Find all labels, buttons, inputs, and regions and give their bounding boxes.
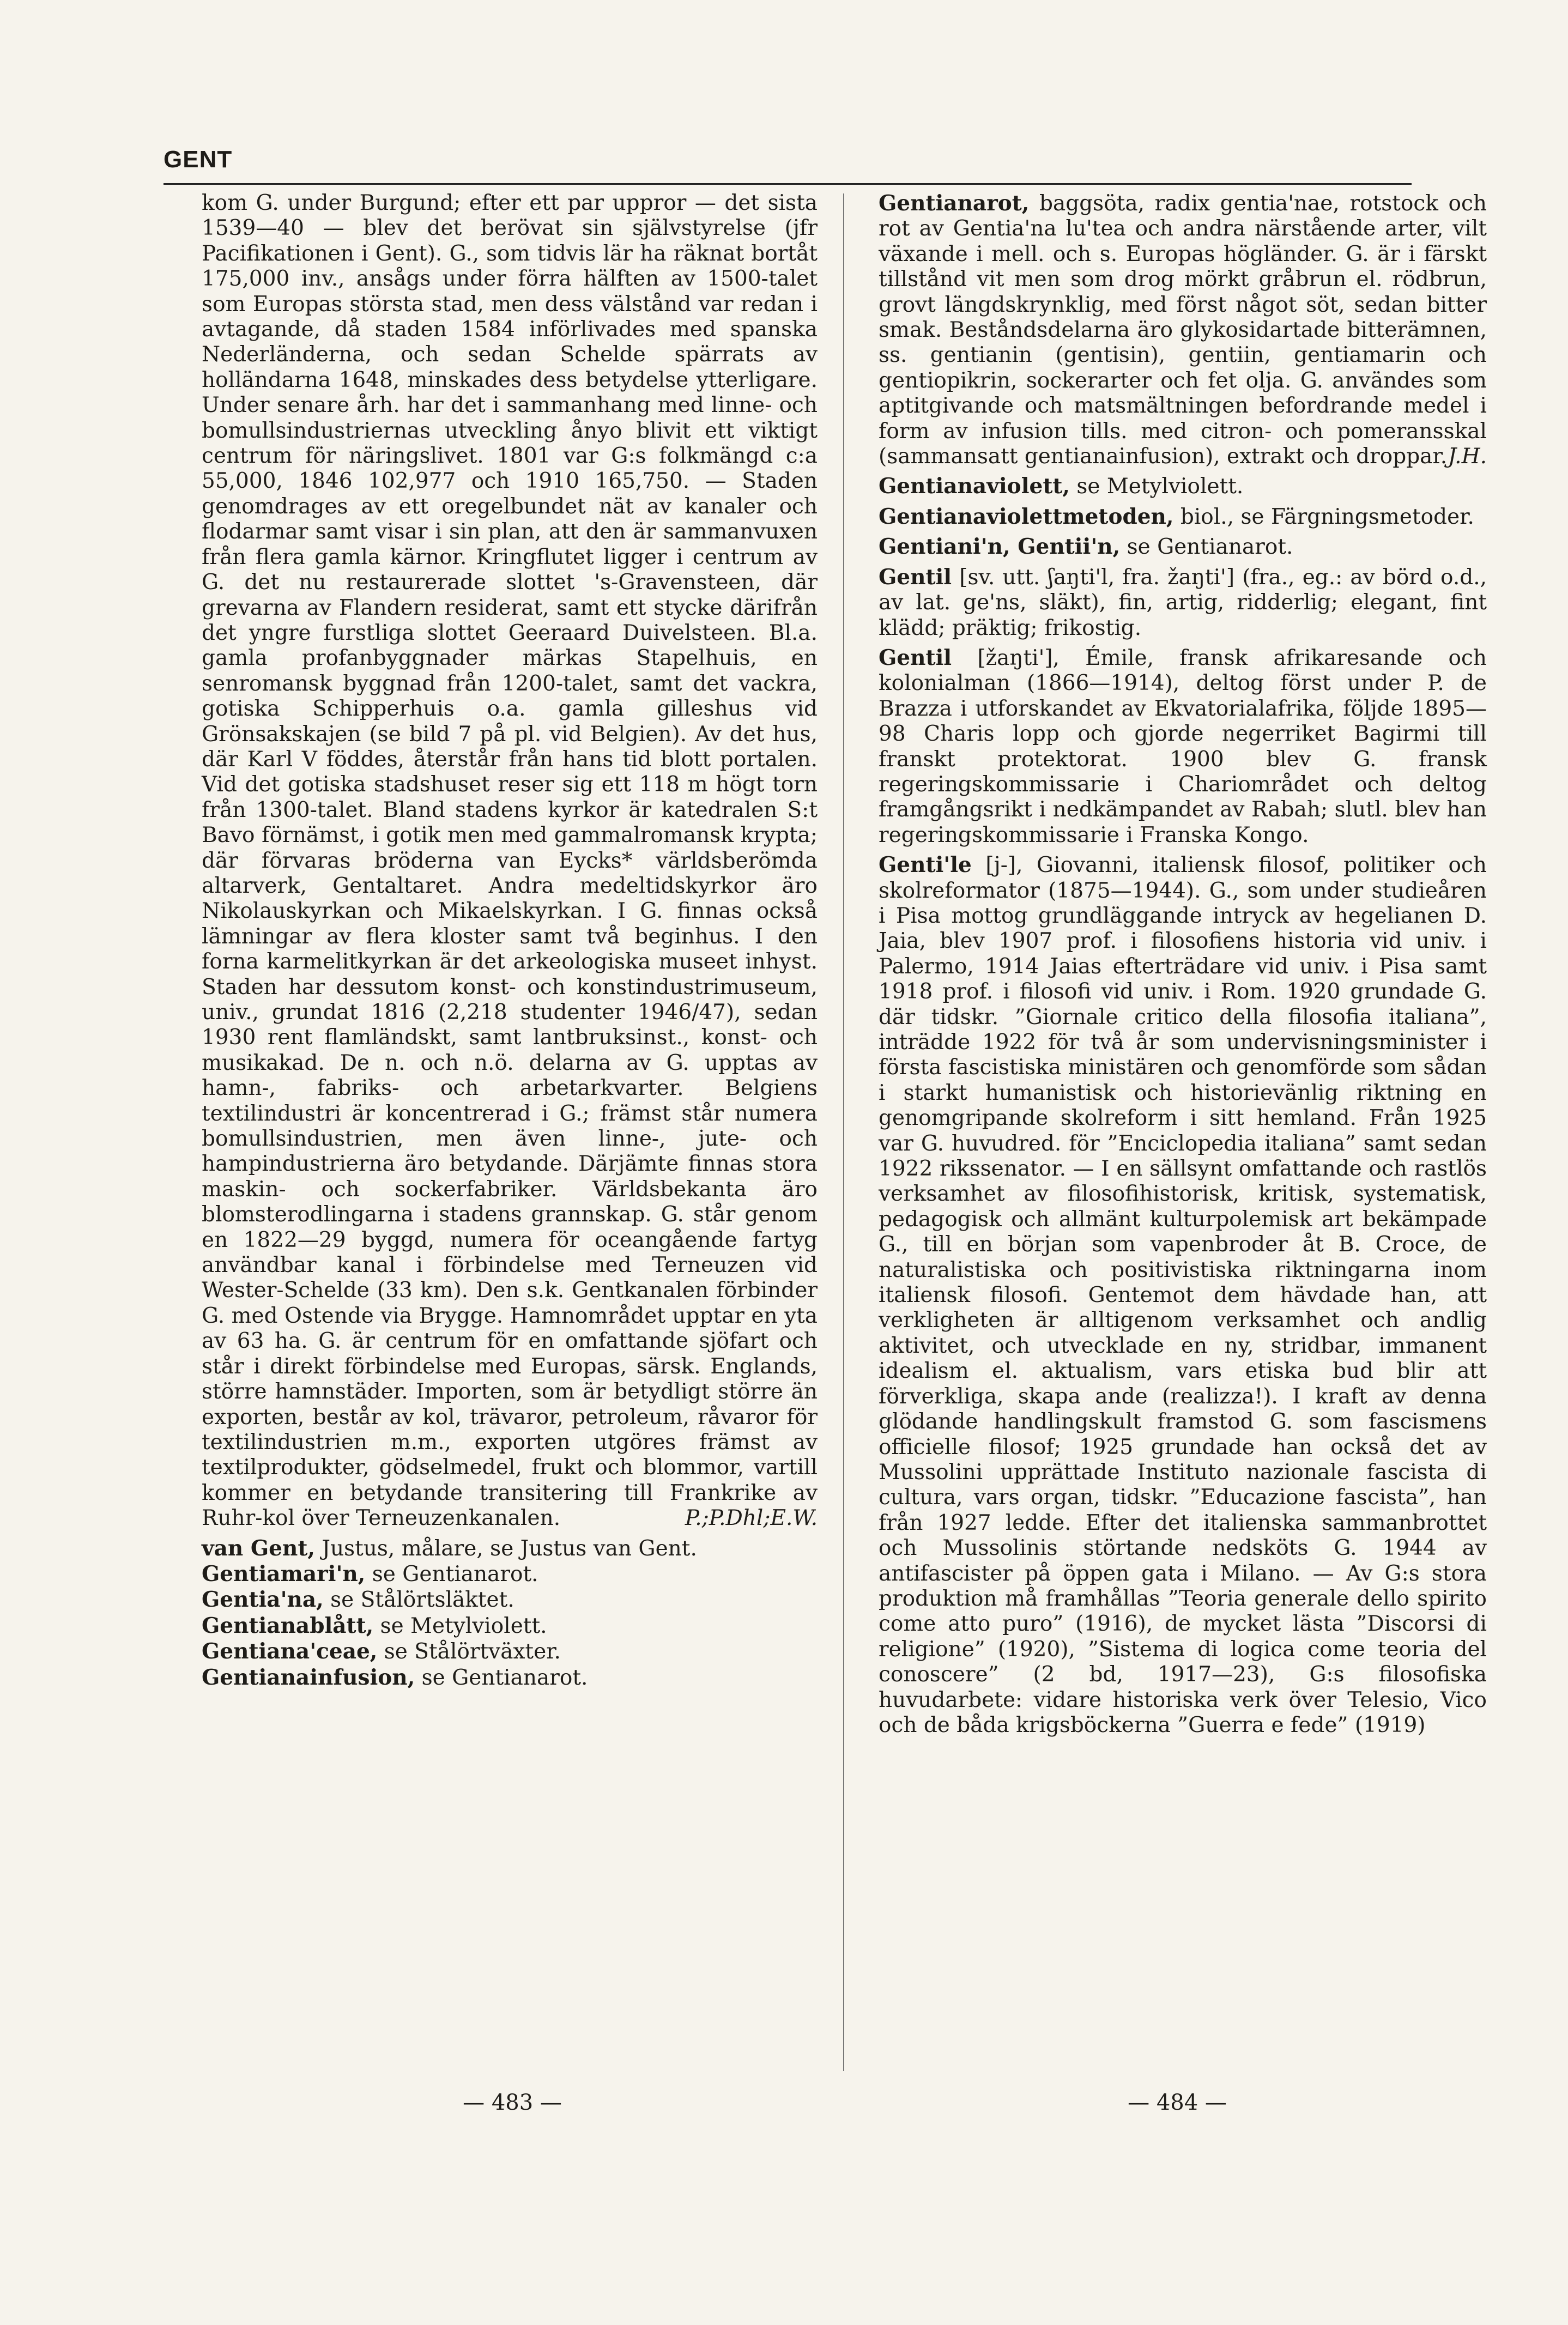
- column-divider: [843, 193, 844, 2071]
- headword: van Gent,: [202, 1535, 315, 1561]
- entry-text: [žaŋti'], Émile, fransk afrikaresande och kolonialman (1866—1914), deltog först under P. de Brazza i utforskandet av Ekvatorialafrika, följde 1895—98 Charis lopp och gjorde negerriket Bagirmi till franskt protektorat. 1900 blev G. fransk regeringskommissarie i Chariområdet och deltog framgångsrikt i nedkämpandet av Rabah; slutl. blev han regeringskommissarie i Franska Kongo.: [879, 645, 1487, 847]
- gent-article: [202, 191, 818, 1531]
- headword: Gentiani'n, Gentii'n,: [879, 534, 1121, 560]
- running-header: GENT: [164, 146, 233, 173]
- entry-gentianaviolettmetoden: [879, 504, 1487, 530]
- entry-gentianarot: [879, 191, 1487, 469]
- entry-text: biol., se Färgningsmetoder.: [1173, 504, 1474, 529]
- article-signature: P.;P.Dhl;E.W.: [685, 1506, 818, 1531]
- entry-text: se Gentianarot.: [415, 1665, 588, 1690]
- entry-gentianaceae: [202, 1639, 818, 1664]
- entry-van-gent: [202, 1536, 818, 1561]
- entry-gentil-adj: [879, 565, 1487, 641]
- entry-gentiana: [202, 1587, 818, 1613]
- left-column: [202, 191, 818, 1691]
- headword: Gentianarot,: [879, 191, 1030, 216]
- header-rule: [164, 183, 1412, 185]
- page-number-left: — 483 —: [463, 2090, 562, 2115]
- entry-text: se Metylviolett.: [373, 1613, 547, 1638]
- headword: Gentil: [879, 564, 952, 590]
- entry-text: se Gentianarot.: [1120, 535, 1293, 560]
- entry-gentianainfusion: [202, 1665, 818, 1691]
- entry-text: se Stålörtväxter.: [377, 1639, 561, 1664]
- headword: Gentianaviolettmetoden,: [879, 504, 1174, 529]
- headword: Gentianaviolett,: [879, 474, 1070, 499]
- entry-gentianin: [879, 534, 1487, 560]
- headword: Gentil: [879, 645, 952, 670]
- entry-signature: J.H.: [1448, 444, 1487, 469]
- entry-text: [j-], Giovanni, italiensk filosof, politiker och skolreformator (1875—1944). G., som under studieåren i Pisa mottog grundläggande intryck av hegelianen D. Jaia, blev 1907 prof. i filosofiens historia vid univ. i Palermo, 1914 Jaias efterträdare vid univ. i Pisa samt 1918 prof. i filosofi vid univ. i Rom. 1920 grundade G. där tidskr. ”Giornale critico della filosofia italiana”, inträdde 1922 för två år som undervisningsminister i första fascistiska ministären och genomförde som sådan i starkt humanistisk och historievänlig riktning en genomgripande skolreform i sitt hemland. Från 1925 var G. huvudred. för ”Enciclopedia italiana” samt sedan 1922 rikssenator. — I en sällsynt omfattande och rastlös verksamhet av filosofihistorisk, kritisk, systematisk, pedagogisk och allmänt kulturpolemisk art bekämpade G., till en början som vapenbroder åt B. Croce, de naturalistiska och positivistiska riktningarna inom italiensk filosofi. Gentemot dem hävdade han, att verkligheten är alltigenom verksamhet och andlig aktivitet, och utvecklade en ny, stridbar, immanent idealism el. aktualism, vars etiska bud blir att förverkliga, skapa ande (realizza!). I kraft av denna glödande handlingskult framstod G. som fascismens officielle filosof; 1925 grundade han också det av Mussolini upprättade Instituto nazionale fascista di cultura, vars organ, tidskr. ”Educazione fascista”, han från 1927 ledde. Efter det italienska sammanbrottet och Mussolinis störtande nedsköts G. 1944 av antifascister på öppen gata i Milano. — Av G:s stora produktion må framhållas ”Teoria generale dello spirito come atto puro” (1916), de mycket lästa ”Discorsi di religione” (1920), ”Sistema di logica come teoria del conoscere” (2 bd, 1917—23), G:s filosofiska huvudarbete: vidare historiska verk över Telesio, Vico och de båda krigsböckerna ”Guerra e fede” (1919): [879, 853, 1487, 1737]
- entry-text: se Gentianarot.: [365, 1561, 538, 1587]
- headword: Genti'le: [879, 852, 972, 878]
- headword: Gentiamari'n,: [202, 1561, 366, 1587]
- entry-text: baggsöta, radix gentia'nae, rotstock och rot av Gentia'na lu'tea och andra närstående arter, vilt växande i mell. och s. Europas högländer. G. är i färskt tillstånd vit men som drog mörkt gråbrun el. rödbrun, grovt längdskrynklig, med först något söt, sedan bitter smak. Beståndsdelarna äro glykosidartade bitterämnen, ss. gentianin (gentisin), gentiin, gentiamarin och gentiopikrin, sockerarter och fet olja. G. användes som aptitgivande och matsmältningen befordrande medel i form av infusion tills. med citron- och pomeransskal (sammansatt gentianainfusion), extrakt och droppar.: [879, 191, 1487, 469]
- entry-gentianablatt: [202, 1613, 818, 1639]
- entry-text: se Metylviolett.: [1069, 474, 1244, 499]
- entry-gentianaviolett: [879, 474, 1487, 499]
- entry-gentile-giovanni: [879, 852, 1487, 1738]
- headword: Gentia'na,: [202, 1587, 324, 1613]
- page-number-right: — 484 —: [1128, 2090, 1227, 2115]
- gent-article-text: kom G. under Burgund; efter ett par uppror — det sista 1539—40 — blev det berövat sin självstyrelse (jfr Pacifikationen i Gent). G., som tidvis lär ha räknat bortåt 175,000 inv., ansågs under förra hälften av 1500-talet som Europas största stad, men dess välstånd var redan i avtagande, då staden 1584 införlivades med spanska Nederländerna, och sedan Schelde spärrats av holländarna 1648, minskades dess betydelse ytterligare. Under senare årh. har det i sammanhang med linne- och bomullsindustriernas utveckling ånyo blivit ett viktigt centrum för näringslivet. 1801 var G:s folkmängd c:a 55,000, 1846 102,977 och 1910 165,750. — Staden genomdrages av ett oregelbundet nät av kanaler och flodarmar samt visar i sin plan, att den är sammanvuxen från flera gamla kärnor. Kringflutet ligger i centrum av G. det nu restaurerade slottet 's-Gravensteen, där grevarna av Flandern residerat, samt ett stycke därifrån det yngre furstliga slottet Geeraard Duivelsteen. Bl.a. gamla profanbyggnader märkas Stapelhuis, en senromansk byggnad från 1200-talet, samt det vackra, gotiska Schipperhuis o.a. gamla gilleshus vid Grönsakskajen (se bild 7 på pl. vid Belgien). Av det hus, där Karl V föddes, återstår från hans tid blott portalen. Vid det gotiska stadshuset reser sig ett 118 m högt torn från 1300-talet. Bland stadens kyrkor är katedralen S:t Bavo förnämst, i gotik men med gammalromansk krypta; där förvaras bröderna van Eycks* världsberömda altarverk, Gentaltaret. Andra medeltidskyrkor äro Nikolauskyrkan och Mikaelskyrkan. I G. finnas också lämningar av flera kloster samt två beginhus. I den forna karmelitkyrkan är det arkeologiska museet inhyst. Staden har dessutom konst- och konstindustrimuseum, univ., grundat 1816 (2,218 studenter 1946/47), sedan 1930 rent flamländskt, samt lantbruksinst., konst- och musikakad. De n. och n.ö. delarna av G. upptas av hamn-, fabriks- och arbetarkvarter. Belgiens textilindustri är koncentrerad i G.; främst står numera bomullsindustrien, men även linne-, jute- och hampindustrierna äro betydande. Därjämte finnas stora maskin- och sockerfabriker. Världsbekanta äro blomsterodlingarna i stadens grannskap. G. står genom en 1822—29 byggd, numera för oceangående fartyg användbar kanal i förbindelse med Terneuzen vid Wester-Schelde (33 km). Den s.k. Gentkanalen förbinder G. med Ostende via Brygge. Hamnområdet upptar en yta av 63 ha. G. är centrum för en omfattande sjöfart och står i direkt förbindelse med Europas, särsk. Englands, större hamnstäder. Importen, som är betydligt större än exporten, består av kol, trävaror, petroleum, råvaror för textilindustrien m.m., exporten utgöres främst av textilprodukter, gödselmedel, frukt och blommor, vartill kommer en betydande transitering till Frankrike av Ruhr-kol över Terneuzenkanalen.: [202, 191, 818, 1531]
- headword: Gentianablått,: [202, 1613, 374, 1638]
- entry-gentil-emile: [879, 645, 1487, 848]
- entry-text: [sv. utt. ʃaŋti'l, fra. žaŋti'] (fra., eg.: av börd o.d., av lat. ge'ns, släkt), fin, artig, ridderlig; elegant, fint klädd; präktig; frikostig.: [879, 565, 1487, 640]
- headword: Gentianainfusion,: [202, 1664, 415, 1690]
- entry-gentiamarin: [202, 1561, 818, 1587]
- entry-text: se Stålörtsläktet.: [323, 1588, 514, 1613]
- entry-text: Justus, målare, se Justus van Gent.: [314, 1536, 697, 1561]
- headword: Gentiana'ceae,: [202, 1639, 378, 1664]
- right-column: [879, 191, 1487, 1738]
